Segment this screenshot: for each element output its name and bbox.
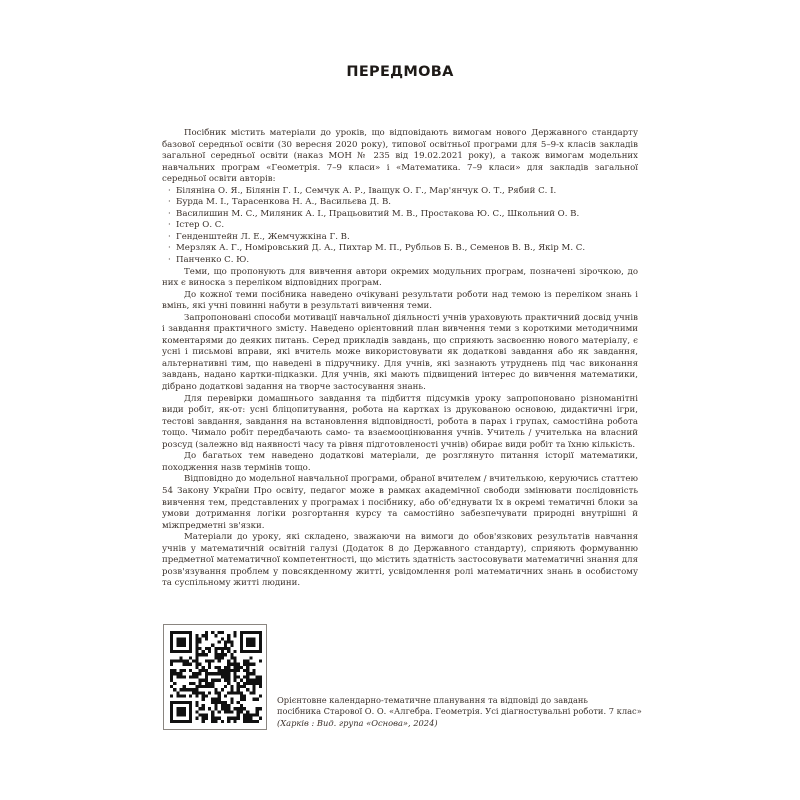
author-list-item: · Василишин М. С., Миляник А. І., Працьовитий М. В., Простакова Ю. С., Школьний О. В. [162, 209, 638, 221]
body-paragraph: Відповідно до модельної навчальної програми, обраної вчителем / вчителькою, керуючись статтею 54 Закону України Про освіту, педагог може в рамках академічної свободи змінювати послідовність вивчення тем, представлених у програмах і посібнику, або об'єднувати їх в окремі тематичні блоки за умови дотримання логіки розгортання курсу та самостійно забезпечувати природні внутрішні й міжпредметні зв'язки. [162, 474, 638, 531]
qr-caption-publisher: (Харків : Вид. група «Основа», 2024) [277, 717, 438, 728]
preface-body [162, 128, 638, 590]
author-list-item: · Мерзляк А. Г., Номіровський Д. А., Пихтар М. П., Рубльов Б. В., Семенов В. В., Якір М. С. [162, 243, 638, 255]
qr-code[interactable] [163, 624, 267, 730]
page-title: ПЕРЕДМОВА [346, 64, 454, 80]
body-paragraph: До багатьох тем наведено додаткові матеріали, де розглянуто питання історії математики, походження назв термінів тощо. [162, 451, 638, 473]
body-paragraph: Запропоновані способи мотивації навчальної діяльності учнів ураховують практичний досвід учнів і завдання практичного змісту. Наведено орієнтовний план вивчення теми з короткими методичними коментарями до деяких питань. Серед прикладів завдань, що сприяють засвоєнню нового матеріалу, є усні і письмові вправи, які вчитель може використовувати як додаткові завдання або як завдання, альтернативні тим, що наведені в підручнику. Для учнів, які зазнають утруднень під час виконання завдань, надано картки-підказки. Для учнів, які мають підвищений інтерес до вивчення математики, дібрано додаткові задання на творче застосування знань. [162, 312, 638, 393]
body-paragraph: Для перевірки домашнього завдання та підбиття підсумків уроку запропоновано різноманітні види робіт, як-от: усні бліцопитування, робота на картках із друкованою основою, дидактичні ігри, тестові завдання, завдання на встановлення відповідності, робота в парах і групах, самостійна робота тощо. Чимало робіт передбачають само- та взаємооцінювання учнів. Учитель / учителька на власний розсуд (залежно від наявності часу та рівня підготовленості учнів) обирає види робіт та їхню кількість. [162, 393, 638, 450]
author-list-item: · Панченко С. Ю. [162, 255, 638, 267]
qr-caption-line: Орієнтовне календарно-тематичне планування та відповіді до завдань [277, 695, 588, 705]
body-paragraph: Теми, що пропонують для вивчення автори окремих модульних програм, позначені зірочкою, до них є виноска з переліком відповідних програм. [162, 266, 638, 289]
qr-caption [277, 695, 647, 729]
qr-code-icon [170, 631, 262, 723]
author-list-item: · Біляніна О. Я., Білянін Г. І., Семчук А. Р., Іващук О. Г., Мар'янчук О. Т., Рябий С. І. [162, 186, 638, 198]
author-list-item: · Бурда М. І., Тарасенкова Н. А., Васильєва Д. В. [162, 197, 638, 209]
body-paragraph: До кожної теми посібника наведено очікувані результати роботи над темою із переліком знань і вмінь, які учні повинні набути в результаті вивчення теми. [162, 289, 638, 312]
qr-caption-line: посібника Старової О. О. «Алгебра. Геометрія. Усі діагностувальні роботи. 7 клас» [277, 706, 642, 717]
authors-list [162, 186, 638, 267]
author-list-item: · Істер О. С. [162, 220, 638, 232]
author-list-item: · Генденштейн Л. Е., Жемчужкіна Г. В. [162, 232, 638, 244]
intro-paragraph: Посібник містить матеріали до уроків, що відповідають вимогам нового Державного стандарту базової середньої освіти (30 вересня 2020 року), типової освітньої програми для 5–9-х класів закладів загальної середньої освіти (наказ МОН № 235 від 19.02.2021 року), а також вимогам модельних навчальних програм «Геометрія. 7–9 класи» і «Математика. 7–9 класи» для закладів загальної середньої освіти авторів: [162, 128, 638, 185]
body-paragraph: Матеріали до уроку, які складено, зважаючи на вимоги до обов'язкових результатів навчання учнів у математичній освітній галузі (Додаток 8 до Державного стандарту), сприяють формуванню предметної математичної компетентності, що містить здатність застосовувати математичні знання для розв'язування проблем у повсякденному житті, усвідомлення ролі математичних знань в особистому та суспільному житті людини. [162, 532, 638, 589]
